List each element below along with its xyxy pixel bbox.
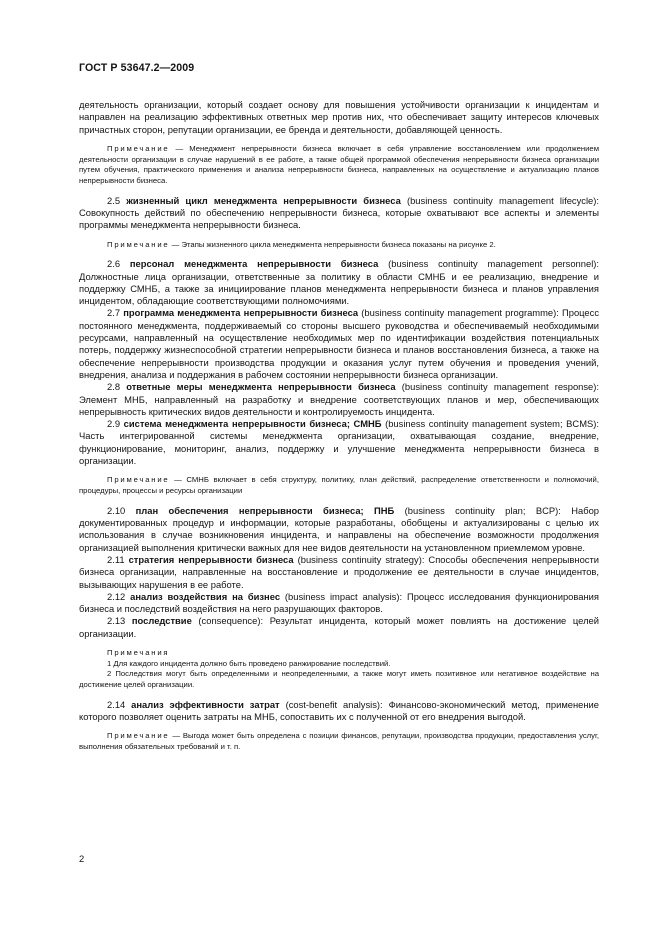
definition-number: 2.7: [107, 307, 121, 319]
definition-text: (business continuity management response): Элемент МНБ, направленный на разработку и внедрение соответствующих планов и мер, обеспечивающих непрерывность критических видов деятельности и контролируемость инцидента.: [79, 381, 600, 417]
definition-term: анализ эффективности затрат: [131, 698, 280, 710]
definition-number: 2.9: [107, 418, 121, 430]
note-bcm: [79, 144, 599, 187]
note-label: Примечание: [107, 239, 170, 249]
definition-text: (business continuity plan; BCP): Набор документированных процедур и информации, которые разработаны, обобщены и актуализированы с целью их использования в случае возникновения инцидента, и направлены на обеспечение возможности продолжения организацией выполнения критически важных для нее видов деятельности на установленном приемлемом уровне.: [79, 504, 599, 553]
definition-2-6: [79, 258, 599, 307]
definition-2-7: [79, 307, 599, 381]
definition-number: 2.11: [107, 553, 125, 565]
definition-number: 2.6: [107, 258, 121, 270]
note-text: — Этапы жизненного цикла менеджмента непрерывности бизнеса показаны на рисунке 2.: [169, 239, 496, 249]
notes-2-13-label: [79, 648, 599, 659]
definition-number: 2.8: [107, 381, 121, 393]
definition-text: (business continuity management system; BCMS): Часть интегрированной системы менеджмента организации, охватывающая создание, внедрение, функционирование, мониторинг, анализ, поддержку и улучшение менеджмента непрерывности бизнеса в организации.: [79, 418, 599, 467]
paragraph-continuation: деятельность организации, который создает основу для повышения устойчивости организации к инцидентам и направлен на реализацию эффективных ответных мер против них, что обеспечивает защиту интересов ключевых причастных сторон, репутации организации, ее бренда и деятельности, добавляющей ценность.: [79, 99, 599, 135]
definition-text: (business continuity management personnel): Должностные лица организации, ответственные за политику в области СМНБ и ее реализацию, внедрение и поддержку СМНБ, а также за инициирование планов менеджмента непрерывности бизнеса и планов управления инцидентом, обладающие соответствующими полномочиями.: [79, 258, 600, 307]
definition-text: (business continuity management programme): Процесс постоянного менеджмента, поддерживаемый со стороны высшего руководства и обеспечиваемый необходимыми ресурсами, направленный на осуществление необходимых мер по идентификации воздействия потенциальных потерь, поддержку жизнеспособной стратегии непрерывности бизнеса и планов восстановления бизнеса, а также на обеспечение непрерывности производства продукции и оказания услуг путем обучения и проведения учений, внедрения, анализа и поддержания в рабочем состоянии непрерывности бизнеса организации.: [79, 307, 600, 380]
note-text: — СМНБ включает в себя структуру, политику, план действий, распределение ответственности и полномочий, процедуры, процессы и ресурсы организации: [79, 475, 599, 496]
definition-term: план обеспечения непрерывности бизнеса; ПНБ: [135, 504, 395, 516]
definition-term: анализ воздействия на бизнес: [130, 590, 281, 602]
note-2-9: [79, 475, 599, 496]
definition-2-11: [79, 554, 599, 591]
definition-term: программа менеджмента непрерывности бизнеса: [123, 307, 359, 319]
definition-2-13: [79, 615, 599, 640]
definition-term: система менеджмента непрерывности бизнеса; СМНБ: [123, 418, 382, 430]
definition-number: 2.10: [107, 504, 126, 516]
definition-term: ответные меры менеджмента непрерывности бизнеса: [126, 381, 396, 393]
definition-text: (consequence): Результат инцидента, который может повлиять на достижение целей организации.: [79, 615, 599, 639]
definition-term: персонал менеджмента непрерывности бизнеса: [129, 258, 379, 270]
page-body: [79, 99, 599, 753]
note-2-14: [79, 731, 599, 752]
definition-text: (business continuity management lifecycle): Совокупность действий по обеспечению непрерывности бизнеса, которые охватывают все аспекты и элементы программы менеджмента непрерывности бизнеса.: [79, 194, 599, 231]
definition-2-12: [79, 591, 599, 616]
definition-number: 2.13: [107, 615, 126, 627]
definition-2-9: [79, 418, 599, 467]
page-number: 2: [79, 853, 85, 864]
definition-number: 2.14: [107, 698, 126, 710]
note-text: — Выгода может быть определена с позиции финансов, репутации, производства продукции, предоставления услуг, выполнения обязательных требований и т. п.: [79, 731, 599, 752]
note-text: — Менеджмент непрерывности бизнеса включает в себя управление восстановлением или продолжением деятельности организации в случае нарушений в ее работе, а также общей программой обеспечения непрерывности бизнеса организации путем обучения, практического применения и анализа непрерывности бизнеса, направленных на осуществление и актуализацию планов непрерывности бизнеса.: [79, 143, 599, 185]
note-label: Примечание: [107, 731, 170, 741]
definition-number: 2.5: [107, 194, 121, 206]
definition-term: жизненный цикл менеджмента непрерывности бизнеса: [126, 194, 401, 206]
definition-2-5: [79, 195, 599, 232]
document-header: ГОСТ Р 53647.2—2009: [79, 62, 195, 74]
definition-term: последствие: [131, 615, 192, 627]
note-label: Примечание: [107, 475, 170, 485]
note-label: Примечания: [107, 648, 170, 658]
definition-2-10: [79, 505, 599, 554]
definition-2-14: [79, 699, 599, 724]
definition-text: (business continuity strategy): Способы обеспечения непрерывности бизнеса организации, направленные на восстановление и продолжение ее деятельности в случае инцидентов, вызывающих нарушения в ее работе.: [79, 553, 600, 590]
note-2-13-item-2: 2 Последствия могут быть определенными и неопределенными, а также могут иметь позитивное или негативное воздействие на достижение целей организации.: [79, 669, 599, 690]
definition-term: стратегия непрерывности бизнеса: [128, 553, 294, 565]
definition-2-8: [79, 381, 599, 418]
note-2-5: [79, 240, 599, 251]
note-label: Примечание: [107, 143, 170, 153]
definition-text: (cost-benefit analysis): Финансово-экономический метод, применение которого позволяет оценить затраты на МНБ, сопоставить их с полученной от его внедрения выгодой.: [79, 698, 599, 723]
definition-number: 2.12: [107, 590, 126, 602]
definition-text: (business impact analysis): Процесс исследования функционирования бизнеса и последствий воздействия на него разрушающих факторов.: [79, 590, 599, 615]
note-2-13-item-1: 1 Для каждого инцидента должно быть проведено ранжирование последствий.: [107, 658, 391, 668]
